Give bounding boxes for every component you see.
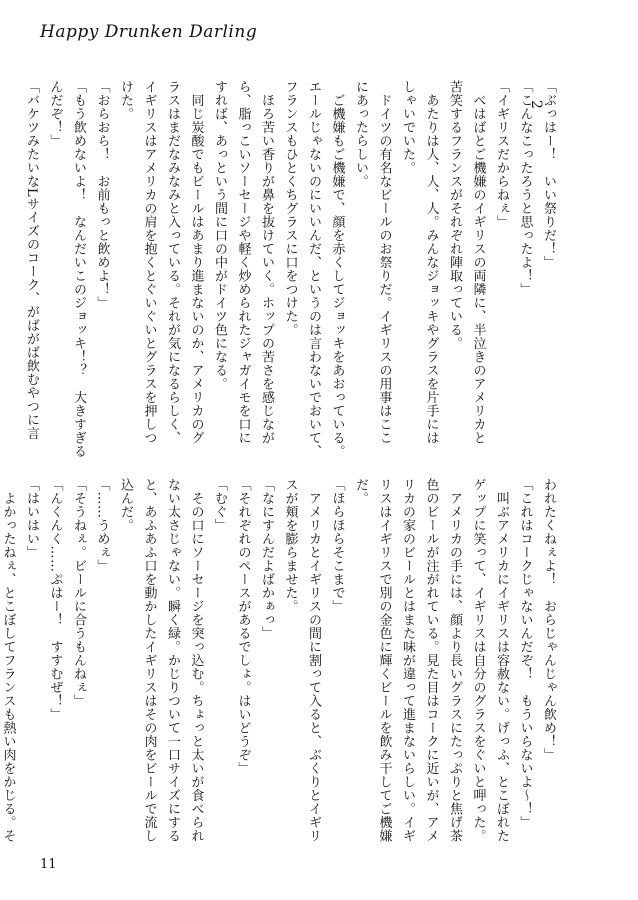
- text-line: にあったらしい。: [353, 80, 368, 188]
- text-line: フランスもひとくちグラスに口をつけた。: [282, 80, 298, 337]
- text-line: ない太さじゃない。瞬く緑。かじりついて一口サイズにする: [165, 478, 180, 843]
- text-line: 「そうねぇ。ビールに合うもんねぇ」: [71, 478, 86, 708]
- bottom-text-block: [0, 478, 560, 853]
- text-line: 込んだ。: [118, 478, 133, 532]
- text-line: ゲップに笑って、イギリスは自分のグラスをぐいと呷った。: [470, 478, 486, 843]
- text-line: ほろ苦い香りが鼻を抜けていく。ホップの苦さを感じなが: [259, 80, 274, 445]
- text-line: 「イギリスだからねぇ」: [494, 80, 509, 229]
- text-line: 「ぶっはー！ いい祭りだ！」: [541, 80, 556, 269]
- text-line: 「こんなこったろうと思ったよ！」: [517, 80, 533, 296]
- text-line: 「はいはい」: [24, 478, 39, 559]
- text-line: あたりは人、人、人。みんなジョッキやグラスを片手には: [423, 80, 439, 445]
- text-line: イギリスはアメリカの肩を抱くとぐいぐいとグラスを押しつ: [141, 80, 157, 445]
- text-line: アメリカとイギリスの間に割って入ると、ぶくりとイギリ: [306, 478, 321, 843]
- text-line: けた。: [118, 80, 133, 121]
- text-line: ら、脂っこいソーセージや軽く炒められたジャガイモを口に: [235, 80, 251, 445]
- text-line: すれば、あっという間に口の中がドイツ色になる。: [212, 80, 227, 391]
- text-line: 「もう飲めないよ！ なんだいこのジョッキ！？ 大きすぎる: [71, 80, 86, 458]
- text-line: ラスはまだなみなみと入っている。それが気になるらしく、: [165, 80, 180, 445]
- header-title: Happy Drunken Darling: [40, 22, 258, 42]
- text-line: 「……うめぇ」: [94, 478, 110, 573]
- text-line: だ。: [353, 478, 368, 505]
- text-line: しゃいでいた。: [400, 80, 415, 175]
- text-line: 色のビールが注がれている。見た目はコークに近いが、アメ: [423, 478, 439, 843]
- text-line: と、あふあふ口を動かしたイギリスはその肉をビールで流し: [141, 478, 157, 843]
- text-line: ご機嫌もご機嫌で、顔を赤くしてジョッキをあおっている。: [329, 80, 345, 458]
- text-line: 苦笑するフランスがそれぞれ陣取っている。: [447, 80, 462, 350]
- text-line: んだぞ！」: [47, 80, 63, 148]
- text-line: 「それぞれのペースがあるでしょ。はいどうぞ」: [235, 478, 251, 775]
- text-line: その口にソーセージを突っ込む。ちょっと太いが食べられ: [188, 478, 204, 843]
- text-line: スが頬を膨らませた。: [282, 478, 298, 613]
- page-number: 11: [40, 857, 57, 872]
- text-line: 叫ぶアメリカにイギリスは容赦ない。げっふ、とこぼれた: [494, 478, 509, 843]
- text-line: エールじゃないのにいいんだ、というのは言わないでおいて、: [306, 80, 321, 458]
- top-text-block: [24, 80, 560, 458]
- chapter-number: 2: [528, 100, 544, 109]
- text-line: 「なにすんだよばかぁっ」: [259, 478, 274, 640]
- text-line: 「ほらほらそこまで」: [329, 478, 345, 613]
- text-line: 「むぐ」: [212, 478, 227, 532]
- text-line: アメリカの手には、顔より長いグラスにたっぷりと焦げ茶: [447, 478, 462, 843]
- text-line: われたくねぇよ！ おらじゃんじゃん飲め！」: [541, 478, 556, 762]
- text-line: 「これはコークじゃないんだぞ！ もういらないよ～！」: [517, 478, 533, 829]
- text-line: 「おらおら！ お前もっと飲めよ！」: [94, 80, 110, 310]
- text-line: よかったねぇ、とこぼしてフランスも熱い肉をかじる。そ: [0, 478, 16, 843]
- text-line: 同じ炭酸でもビールはあまり進まないのか、アメリカのグ: [188, 80, 204, 445]
- text-line: リカの家のビールとはまた味が違って進まないらしい。イギ: [400, 478, 415, 843]
- text-line: ドイツの有名なビールのお祭りだ。イギリスの用事はここ: [376, 80, 392, 445]
- text-line: リスはイギリスで別の金色に輝くビールを飲み干してご機嫌: [376, 478, 392, 843]
- text-line: べはばとご機嫌のイギリスの両隣に、半泣きのアメリカと: [470, 80, 486, 445]
- text-line: 「んくんく……ぷはー！ すすむぜ！」: [47, 478, 63, 721]
- text-line: 「バケツみたいなLサイズのコーク、がばがば飲むやつに言: [24, 80, 39, 441]
